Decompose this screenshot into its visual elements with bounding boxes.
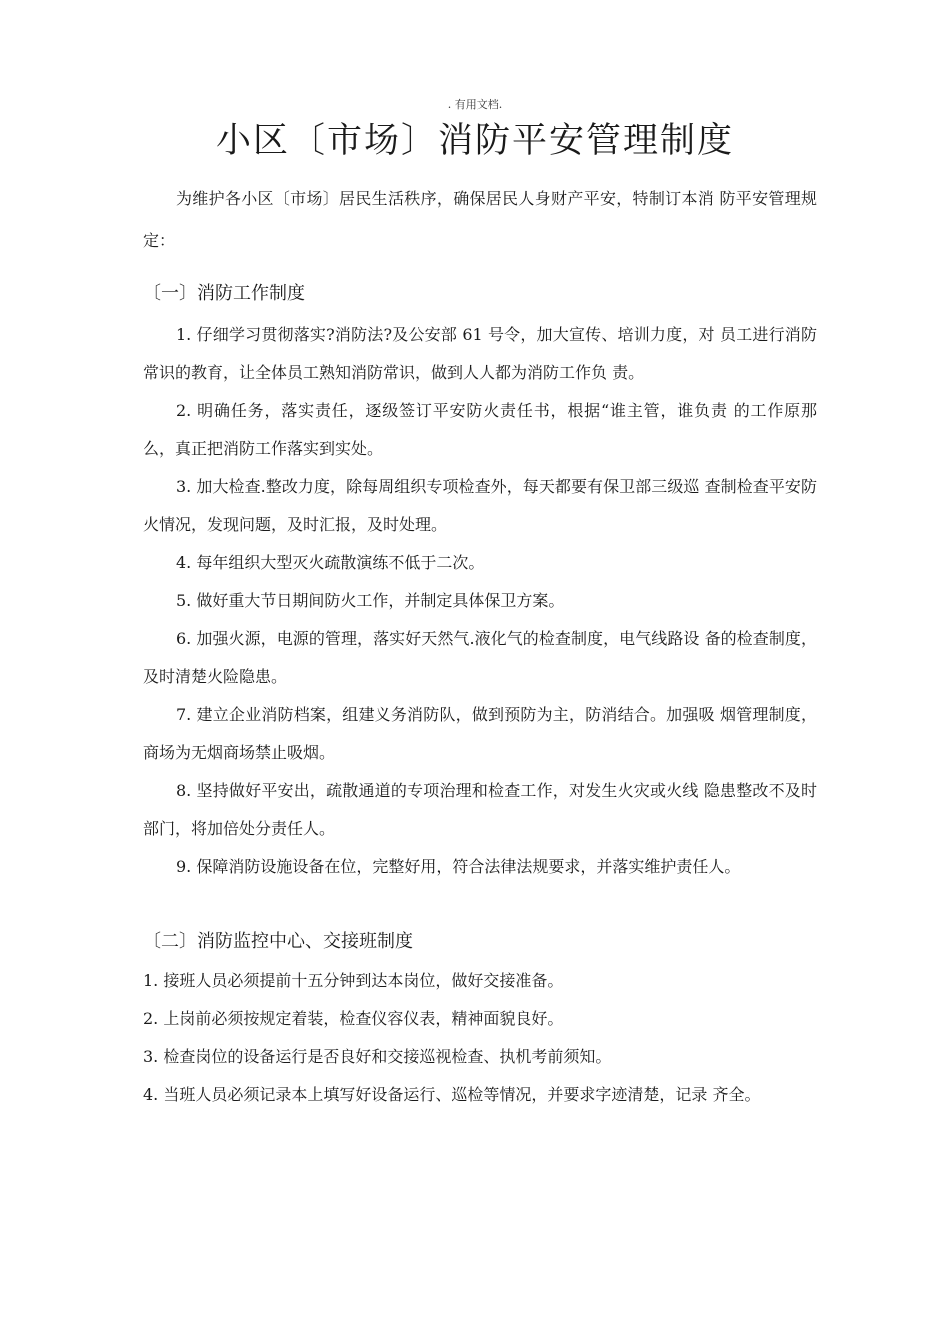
- list-item: 3. 检查岗位的设备运行是否良好和交接巡视检查、执机考前须知。: [143, 1047, 612, 1066]
- section1-heading-block: [143, 276, 817, 312]
- list-item: 6. 加强火源，电源的管理，落实好天然气.液化气的检查制度，电气线路设 备的检查制度，及时清楚火险隐患。: [143, 629, 817, 686]
- list-item: 2. 明确任务，落实责任，逐级签订平安防火责任书，根据“谁主管，谁负责 的工作原那么，真正把消防工作落实到实处。: [143, 401, 817, 458]
- section2-title: 〔二〕消防监控中心、交接班制度: [143, 931, 413, 952]
- list-item: 4. 每年组织大型灭火疏散演练不低于二次。: [176, 553, 485, 572]
- list-item: 3. 加大检查.整改力度，除每周组织专项检查外，每天都要有保卫部三级巡 查制检查平安防火情况，发现问题，及时汇报，及时处理。: [143, 477, 817, 534]
- list-item: 5. 做好重大节日期间防火工作，并制定具体保卫方案。: [176, 591, 565, 610]
- list-item: 8. 坚持做好平安出，疏散通道的专项治理和检查工作，对发生火灾或火线 隐患整改不及时部门，将加倍处分责任人。: [143, 781, 817, 838]
- list-item: 1. 接班人员必须提前十五分钟到达本岗位，做好交接准备。: [143, 971, 564, 990]
- section1-list: [143, 316, 817, 886]
- intro-block: [143, 178, 817, 262]
- document-title: 小区〔市场〕消防平安管理制度: [215, 121, 734, 161]
- header-note: . 有用文档.: [447, 98, 503, 111]
- list-item: 7. 建立企业消防档案，组建义务消防队，做到预防为主，防消结合。加强吸 烟管理制度，商场为无烟商场禁止吸烟。: [143, 705, 817, 762]
- list-item: 2. 上岗前必须按规定着装，检查仪容仪表，精神面貌良好。: [143, 1009, 564, 1028]
- intro-paragraph: 为维护各小区〔市场〕居民生活秩序，确保居民人身财产平安，特制订本消 防平安管理规定：: [143, 189, 817, 250]
- list-item: 1. 仔细学习贯彻落实?消防法?及公安部 61 号令，加大宣传、培训力度，对 员工进行消防常识的教育，让全体员工熟知消防常识，做到人人都为消防工作负 责。: [143, 325, 817, 382]
- section2-list: [143, 962, 817, 1114]
- section1-title: 〔一〕消防工作制度: [143, 283, 305, 304]
- section2-heading-block: [143, 924, 817, 960]
- list-item: 9. 保障消防设施设备在位，完整好用，符合法律法规要求，并落实维护责任人。: [176, 857, 741, 876]
- list-item: 4. 当班人员必须记录本上填写好设备运行、巡检等情况，并要求字迹清楚，记录 齐全。: [143, 1085, 761, 1104]
